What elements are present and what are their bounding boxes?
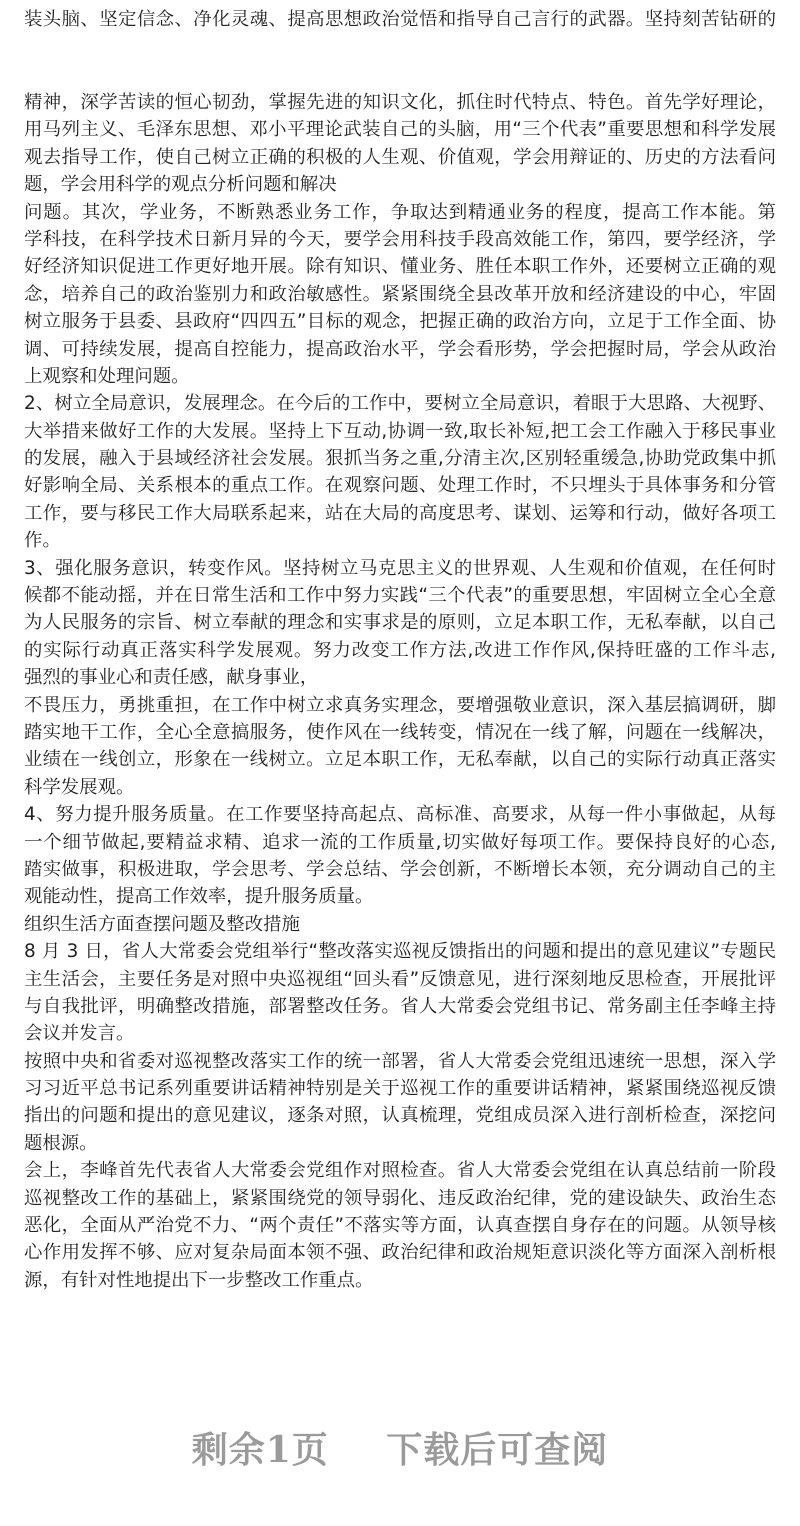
text-line: 作。 — [24, 530, 61, 552]
text-line: 2、树立全局意识，发展理念。在今后的工作中，要树立全局意识，着眼于大思路、大视野、 — [24, 393, 776, 415]
text-line: 用马列主义、毛泽东思想、邓小平理论武装自己的头脑，用“三个代表”重要思想和科学发展 — [24, 119, 776, 141]
text-line: 踏实地干工作，全心全意搞服务，使作风在一线转变，情况在一线了解，问题在一线解决， — [24, 721, 776, 743]
text-line: 上观察和处理问题。 — [24, 365, 190, 387]
text-line: 科学发展观。 — [24, 776, 135, 798]
text-line: 4、努力提升服务质量。在工作要坚持高起点、高标准、高要求，从每一件小事做起，从每 — [24, 804, 776, 826]
text-line: 会上，李峰首先代表省人大常委会党组作对照检查。省人大常委会党组在认真总结前一阶段 — [24, 1160, 776, 1182]
text-line: 指出的问题和提出的意见建议，逐条对照，认真梳理，党组成员深入进行剖析检查，深挖问 — [24, 1105, 776, 1127]
text-line: 的实际行动真正落实科学发展观。努力改变工作方法,改进工作作风,保持旺盛的工作斗志, — [24, 639, 776, 661]
text-line: 8 月 3 日，省人大常委会党组举行“整改落实巡视反馈指出的问题和提出的意见建议”专题民 — [24, 941, 776, 963]
text-line: 一个细节做起,要精益求精、追求一流的工作质量,切实做好每项工作。要保持良好的心态, — [24, 831, 776, 853]
text-line: 调、可持续发展，提高自控能力，提高政治水平，学会看形势，学会把握时局，学会从政治 — [24, 338, 776, 360]
text-line: 大举措来做好工作的大发展。坚持上下互动,协调一致,取长补短,把工会工作融入于移民事业 — [24, 420, 776, 442]
text-line: 踏实做事，积极进取，学会思考、学会总结、学会创新，不断增长本领，充分调动自己的主 — [24, 858, 776, 880]
text-line: 不畏压力，勇挑重担，在工作中树立求真务实理念，要增强敬业意识，深入基层搞调研，脚 — [24, 694, 776, 716]
text-line: 会议并发言。 — [24, 1023, 135, 1045]
text-line: 题，学会用科学的观点分析问题和解决 — [24, 174, 337, 196]
text-line: 问题。其次，学业务，不断熟悉业务工作，争取达到精通业务的程度，提高工作本能。第 — [24, 201, 776, 223]
text-line: 巡视整改工作的基础上，紧紧围绕党的领导弱化、违反政治纪律，党的建设缺失、政治生态 — [24, 1187, 776, 1209]
text-line: 题根源。 — [24, 1132, 98, 1154]
download-prompt[interactable] — [0, 1422, 800, 1473]
text-line: 念，培养自己的政治鉴别力和政治敏感性。紧紧围绕全县改革开放和经济建设的中心，牢固 — [24, 283, 776, 305]
text-line: 精神，深学苦读的恒心韧劲，掌握先进的知识文化，抓住时代特点、特色。首先学好理论， — [24, 92, 776, 113]
text-line: 为人民服务的宗旨、树立奉献的理念和实事求是的原则，立足本职工作，无私奉献，以自己 — [24, 612, 776, 634]
text-line: 主生活会，主要任务是对照中央巡视组“回头看”反馈意见，进行深刻地反思检查，开展批评 — [24, 968, 776, 990]
text-line: 的发展，融入于县域经济社会发展。狠抓当务之重,分清主次,区别轻重缓急,协助党政集中抓 — [24, 448, 776, 470]
text-line: 习习近平总书记系列重要讲话精神特别是关于巡视工作的重要讲话精神，紧紧围绕巡视反馈 — [24, 1078, 776, 1100]
text-line: 学科技，在科学技术日新月异的今天，要学会用科技手段高效能工作，第四，要学经济，学 — [24, 228, 776, 250]
text-line: 心作用发挥不够、应对复杂局面本领不强、政治纪律和政治规矩意识淡化等方面深入剖析根 — [24, 1242, 776, 1264]
text-line: 按照中央和省委对巡视整改落实工作的统一部署，省人大常委会党组迅速统一思想，深入学 — [24, 1050, 776, 1072]
text-line: 恶化，全面从严治党不力、“两个责任”不落实等方面，认真查摆自身存在的问题。从领导核 — [24, 1215, 776, 1237]
document-body — [24, 89, 776, 1294]
text-line: 观去指导工作，使自己树立正确的积极的人生观、价值观，学会用辩证的、历史的方法看问 — [24, 146, 776, 168]
text-line: 观能动性，提高工作效率，提升服务质量。 — [24, 886, 374, 908]
text-line: 好经济知识促进工作更好地开展。除有知识、懂业务、胜任本职工作外，还要树立正确的观 — [24, 256, 776, 278]
text-line: 与自我批评，明确整改措施，部署整改任务。省人大常委会党组书记、常务副主任李峰主持 — [24, 995, 776, 1017]
text-line: 好影响全局、关系根本的重点工作。在观察问题、处理工作时，不只埋头于具体事务和分管 — [24, 475, 776, 497]
text-line: 装头脑、坚定信念、净化灵魂、提高思想政治觉悟和指导自己言行的武器。坚持刻苦钻研的 — [24, 9, 776, 30]
remaining-pages-label: 剩余1页 — [191, 1429, 329, 1471]
text-line: 业绩在一线创立，形象在一线树立。立足本职工作，无私奉献，以自己的实际行动真正落实 — [24, 749, 776, 771]
download-to-view-label[interactable]: 下载后可查阅 — [386, 1429, 609, 1471]
document-top-fragment — [24, 6, 776, 33]
text-line: 组织生活方面查摆问题及整改措施 — [24, 913, 300, 935]
text-line: 树立服务于县委、县政府“四四五”目标的观念，把握正确的政治方向，立足于工作全面、协 — [24, 311, 776, 333]
text-line: 强烈的事业心和责任感，献身事业， — [24, 667, 319, 689]
text-line: 候都不能动摇，并在日常生活和工作中努力实践“三个代表”的重要思想，牢固树立全心全意 — [24, 585, 776, 607]
text-line: 工作，要与移民工作大局联系起来，站在大局的高度思考、谋划、运筹和行动，做好各项工 — [24, 502, 776, 524]
text-line: 3、强化服务意识，转变作风。坚持树立马克思主义的世界观、人生观和价值观，在任何时 — [24, 557, 776, 579]
text-line: 源，有针对性地提出下一步整改工作重点。 — [24, 1269, 374, 1291]
